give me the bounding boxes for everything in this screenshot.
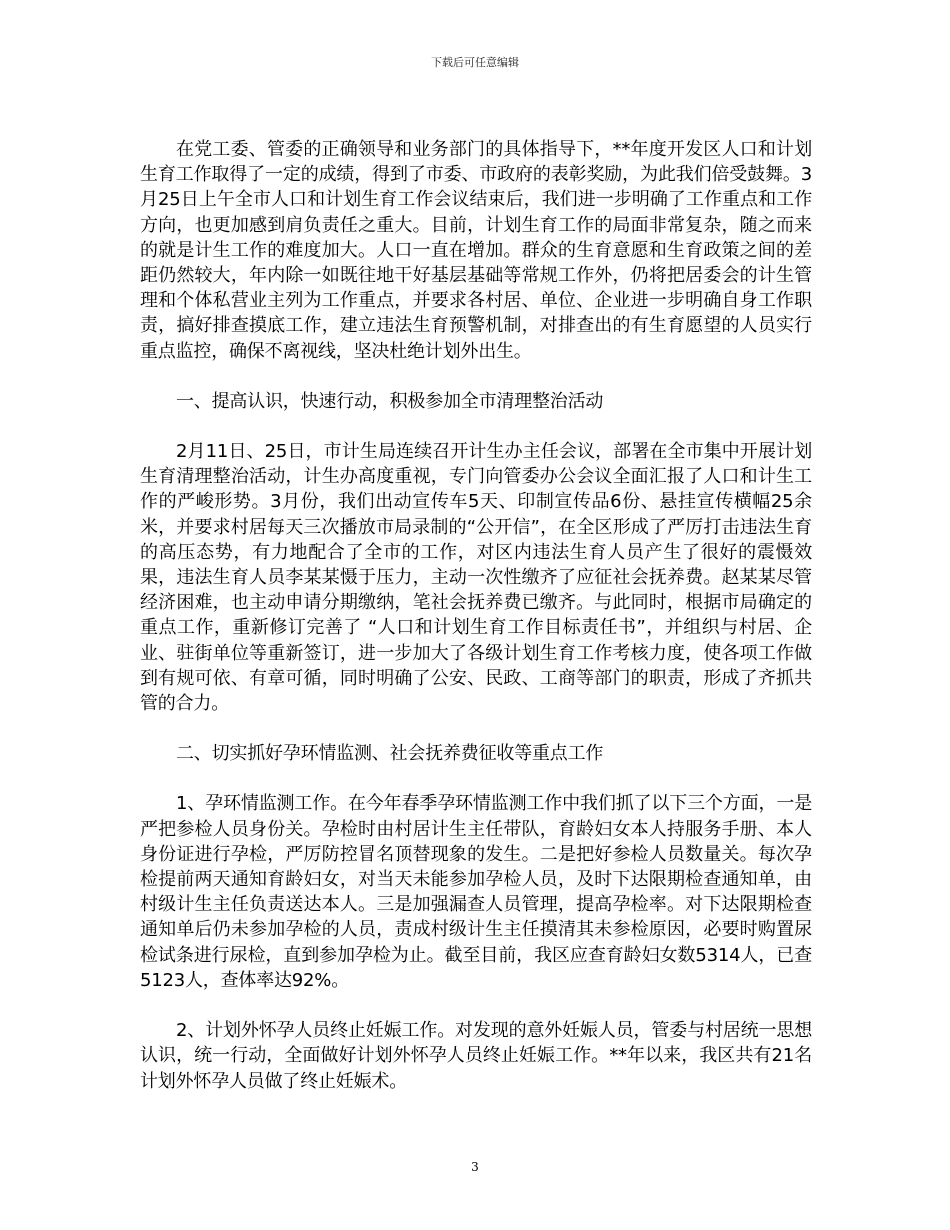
paragraph-section-1: 2月11日、25日，市计生局连续召开计生办主任会议，部署在全市集中开展计划生育清理整治活动，计生办高度重视，专门向管委办公会议全面汇报了人口和计生工作的严峻形势。3月份，我们出动宣传车5天、印制宣传品6份、悬挂宣传横幅25余米，并要求村居每天三次播放市局录制的“公开信”，在全区形成了严厉打击违法生育的高压态势，有力地配合了全市的工作，对区内违法生育人员产生了很好的震慑效果，违法生育人员李某某慑于压力，主动一次性缴齐了应征社会抚养费。赵某某尽管经济困难，也主动申请分期缴纳，笔社会抚养费已缴齐。与此同时，根据市局确定的重点工作，重新修订完善了 “人口和计划生育工作目标责任书”，并组织与村居、企业、驻街单位等重新签订，进一步加大了各级计划生育工作考核力度，使各项工作做到有规可依、有章可循，同时明确了公安、民政、工商等部门的职责，形成了齐抓共管的合力。 [140, 441, 812, 715]
paragraph-item-2: 2、计划外怀孕人员终止妊娠工作。对发现的意外妊娠人员，管委与村居统一思想认识，统一行动，全面做好计划外怀孕人员终止妊娠工作。**年以来，我区共有21名计划外怀孕人员做了终止妊娠术。 [140, 1020, 812, 1092]
paragraph-item-1: 1、孕环情监测工作。在今年春季孕环情监测工作中我们抓了以下三个方面，一是严把参检人员身份关。孕检时由村居计生主任带队，育龄妇女本人持服务手册、本人身份证进行孕检，严厉防控冒名顶替现象的发生。二是把好参检人员数量关。每次孕检提前两天通知育龄妇女，对当天未能参加孕检人员，及时下达限期检查通知单，由村级计生主任负责送达本人。三是加强漏查人员管理，提高孕检率。对下达限期检查通知单后仍未参加孕检的人员，责成村级计生主任摸清其未参检原因，必要时购置尿检试条进行尿检，直到参加孕检为止。截至目前，我区应查育龄妇女数5314人，已查5123人，查体率达92%。 [140, 793, 812, 991]
section-heading-2: 二、切实抓好孕环情监测、社会抚养费征收等重点工作 [176, 743, 604, 765]
document-body [140, 137, 812, 1094]
paragraph-intro: 在党工委、管委的正确领导和业务部门的具体指导下，**年度开发区人口和计划生育工作取得了一定的成绩，得到了市委、市政府的表彰奖励，为此我们倍受鼓舞。3月25日上午全市人口和计划生育工作会议结束后，我们进一步明确了工作重点和工作方向，也更加感到肩负责任之重大。目前，计划生育工作的局面非常复杂，随之而来的就是计生工作的难度加大。人口一直在增加。群众的生育意愿和生育政策之间的差距仍然较大，年内除一如既往地干好基层基础等常规工作外，仍将把居委会的计生管理和个体私营业主列为工作重点，并要求各村居、单位、企业进一步明确自身工作职责，搞好排查摸底工作，建立违法生育预警机制，对排查出的有生育愿望的人员实行重点监控，确保不离视线，坚决杜绝计划外出生。 [140, 139, 812, 362]
page-number: 3 [471, 1160, 479, 1174]
page-header: 下载后可任意编辑 [431, 56, 519, 69]
section-heading-1: 一、提高认识，快速行动，积极参加全市清理整治活动 [176, 390, 604, 412]
